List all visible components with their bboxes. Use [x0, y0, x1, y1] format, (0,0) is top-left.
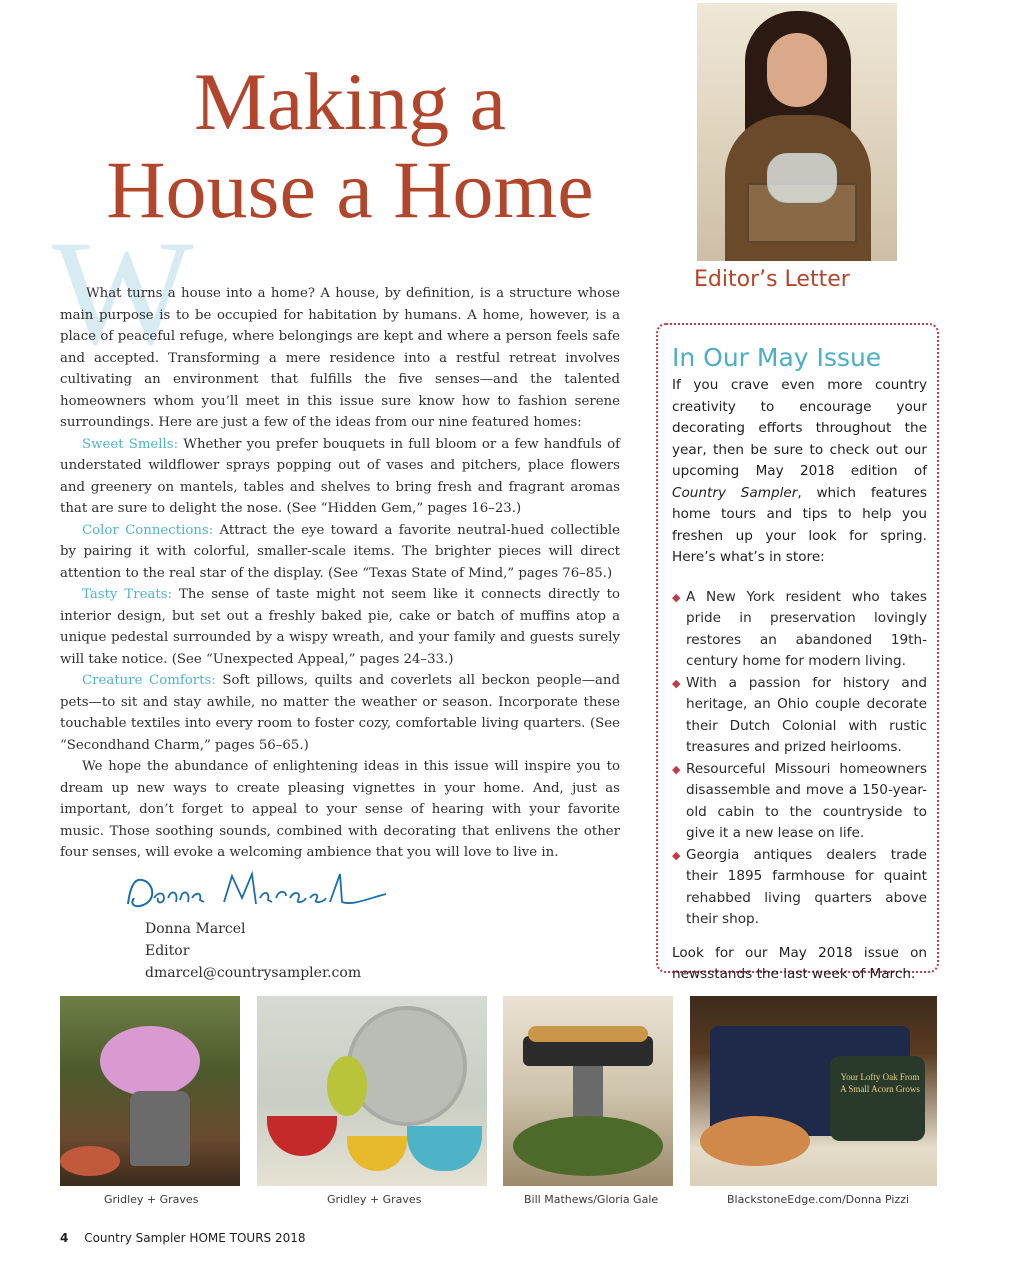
text-sweet-smells: Whether you prefer bouquets in full bloom or a few handfuls of understated wildflower sprays popping out of vases and pitchers, place flowers and greenery on mantels, tables and shelves to bring fresh and fragrant aromas that are sure to delight the nose. (See “Hidden Gem,” pages 16–23.)	[60, 436, 620, 516]
lead-tasty-treats: Tasty Treats:	[82, 587, 173, 602]
diamond-bullet-icon: ◆	[672, 676, 681, 690]
handwritten-signature	[120, 868, 400, 918]
text-tasty-treats: The sense of taste might not seem like it connects directly to interior design, but set out a freshly baked pie, cake or batch of muffins atop a unique pedestal surrounded by a wispy wreath, and your family and guests surely will take notice. (See “Unexpected Appeal,” pages 24–33.)	[60, 587, 620, 667]
photo-credit-2: Gridley + Graves	[327, 1193, 422, 1206]
article-paragraph-sweet-smells	[60, 434, 620, 520]
list-item-text: A New York resident who takes pride in preservation lovingly restores an abandoned 19th-century home for modern living.	[686, 588, 927, 669]
text-color-connections: Attract the eye toward a favorite neutral-hued collectible by pairing it with colorful, smaller-scale items. The brighter pieces will direct attention to the real star of the display. (See “Texas State of Mind,” pages 76–85.)	[60, 522, 620, 581]
photo-credit-3: Bill Mathews/Gloria Gale	[524, 1193, 659, 1206]
diamond-bullet-icon: ◆	[672, 590, 681, 604]
article-paragraph-tasty-treats	[60, 584, 620, 670]
drop-cap: W	[52, 210, 194, 376]
page-footer	[60, 1231, 306, 1245]
editor-email: dmarcel@countrysampler.com	[145, 965, 362, 981]
editor-name: Donna Marcel	[145, 921, 246, 937]
editor-photo	[697, 3, 897, 261]
article-paragraph-closing: We hope the abundance of enlightening ideas in this issue will inspire you to dream up new ways to create pleasing vignettes in your home. And, just as important, don’t forget to appeal to your sense of hearing with your favorite music. Those soothing sounds, combined with decorating that enlivens the other four senses, will evoke a welcoming ambience that you will love to live in.	[60, 759, 620, 860]
list-item-text: Resourceful Missouri homeowners disassemble and move a 150-year-old cabin to the countryside to give it a new lease on life.	[686, 760, 927, 841]
article-paragraph-intro: What turns a house into a home? A house, by definition, is a structure whose main purpose is to be occupied for habitation by humans. A home, however, is a place of peaceful refuge, where belongings are kept and where a person feels safe and accepted. Transforming a mere residence into a restful retreat involves cultivating an environment that fulfills the five senses—and the talented homeowners whom you’ll meet in this issue sure know how to fashion serene surroundings. Here are just a few of the ideas from our nine featured homes:	[60, 286, 620, 430]
section-label: Editor’s Letter	[694, 267, 850, 292]
diamond-bullet-icon: ◆	[672, 762, 681, 776]
list-item	[672, 587, 927, 673]
photo-quilt-cat	[690, 996, 937, 1186]
sidebar-intro-a: If you crave even more country creativity to encourage your decorating efforts throughout the year, then be sure to check out our upcoming May 2018 edition of	[672, 377, 927, 479]
lead-creature-comforts: Creature Comforts:	[82, 673, 216, 688]
sidebar-outro: Look for our May 2018 issue on newsstands the last week of March.	[672, 944, 927, 982]
editor-role: Editor	[145, 943, 190, 959]
lead-color-connections: Color Connections:	[82, 522, 214, 538]
page-number: 4	[60, 1231, 69, 1245]
sidebar-heading: In Our May Issue	[672, 343, 882, 372]
article-paragraph-creature-comforts	[60, 670, 620, 756]
diamond-bullet-icon: ◆	[672, 848, 681, 862]
page-title	[60, 58, 640, 234]
photo-pie-pedestal	[503, 996, 673, 1186]
sidebar-intro-italic: Country Sampler	[672, 484, 798, 501]
sidebar-intro	[672, 375, 927, 569]
publication-name: Country Sampler HOME TOURS 2018	[84, 1231, 306, 1245]
signature-block	[145, 918, 361, 984]
title-line-1: Making a	[194, 56, 506, 147]
lead-sweet-smells: Sweet Smells:	[82, 436, 179, 452]
list-item	[672, 845, 927, 931]
pillow-text: Your Lofty Oak From A Small Acorn Grows	[840, 1072, 920, 1094]
text-creature-comforts: Soft pillows, quilts and coverlets all beckon people—and pets—to sit and stay awhile, no matter the weather or season. Incorporate these touchable textiles into every room to foster cozy, comfortable living quarters. (See “Secondhand Charm,” pages 56–65.)	[60, 673, 620, 753]
sidebar-list	[672, 587, 927, 931]
title-line-2: House a Home	[106, 144, 594, 235]
list-item	[672, 759, 927, 845]
photo-flowers-pitcher	[60, 996, 240, 1186]
photo-colorful-bowls	[257, 996, 487, 1186]
list-item-text: With a passion for history and heritage, an Ohio couple decorate their Dutch Colonial with rustic treasures and prized heirlooms.	[686, 674, 927, 755]
sidebar-box	[656, 323, 939, 982]
list-item	[672, 673, 927, 759]
article-paragraph-color-connections	[60, 520, 620, 585]
article-body	[60, 283, 620, 864]
list-item-text: Georgia antiques dealers trade their 1895 farmhouse for quaint rehabbed living quarters above their shop.	[686, 846, 927, 927]
photo-credit-4: BlackstoneEdge.com/Donna Pizzi	[727, 1193, 910, 1206]
photo-credit-1: Gridley + Graves	[104, 1193, 199, 1206]
sidebar-intro-b: , which features home tours and tips to help you freshen up your look for spring. Here’s what’s in store:	[672, 484, 927, 565]
